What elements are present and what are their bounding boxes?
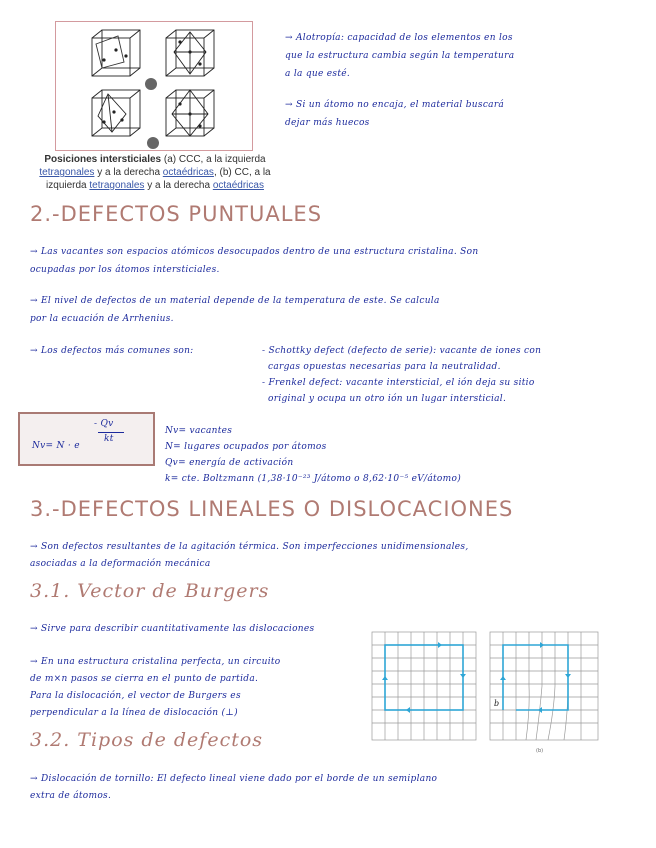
note-alotropia-line: → Alotropía: capacidad de los elementos en los bbox=[285, 33, 513, 43]
note-alotropia-line: que la estructura cambia según la temperatura bbox=[285, 51, 515, 61]
link-octaedricas[interactable]: octaédricas bbox=[162, 167, 214, 178]
formula-lhs: Nv= N · e bbox=[32, 441, 80, 451]
link-tetragonales[interactable]: tetragonales bbox=[39, 167, 95, 178]
paragraph-line: Para la dislocación, el vector de Burgers es bbox=[30, 691, 241, 701]
paragraph-line: → Son defectos resultantes de la agitación térmica. Son imperfecciones unidimensionales, bbox=[30, 542, 469, 552]
paragraph-line: cargas opuestas necesarias para la neutralidad. bbox=[268, 362, 501, 372]
paragraph-line: → Las vacantes son espacios atómicos desocupados dentro de una estructura cristalina. Son bbox=[30, 247, 479, 257]
caption-text: y a la derecha bbox=[94, 167, 163, 178]
formula-legend-line: k= cte. Boltzmann (1,38·10⁻²³ J/átomo o 8,62·10⁻⁵ eV/átomo) bbox=[165, 474, 462, 484]
link-octaedricas[interactable]: octaédricas bbox=[212, 180, 264, 191]
subsection-3-2-heading: 3.2. Tipos de defectos bbox=[30, 729, 264, 751]
interstitial-figure bbox=[55, 21, 253, 151]
paragraph-line: original y ocupa un otro ión un lugar intersticial. bbox=[268, 394, 507, 404]
paragraph-line: ocupadas por los átomos intersticiales. bbox=[30, 265, 220, 275]
paragraph-line: por la ecuación de Arrhenius. bbox=[30, 314, 174, 324]
paragraph-line: → En una estructura cristalina perfecta, un circuito bbox=[30, 657, 281, 667]
paragraph-line: de m×n pasos se cierra en el punto de partida. bbox=[30, 674, 259, 684]
formula-exponent-numerator: - Qv bbox=[94, 419, 114, 429]
caption-bold: Posiciones intersticiales bbox=[44, 154, 162, 165]
paragraph-line: extra de átomos. bbox=[30, 791, 112, 801]
note-alotropia-line: a la que esté. bbox=[285, 69, 351, 79]
formula-fraction-bar bbox=[98, 432, 124, 433]
paragraph-line: - Schottky defect (defecto de serie): vacante de iones con bbox=[262, 346, 542, 356]
figure-caption bbox=[30, 153, 280, 192]
paragraph-line: → Los defectos más comunes son: bbox=[30, 346, 194, 356]
section-2-heading: 2.-DEFECTOS PUNTUALES bbox=[30, 202, 323, 226]
paragraph-line: perpendicular a la línea de dislocación (⊥) bbox=[30, 708, 238, 718]
formula-exponent-denominator: kt bbox=[104, 434, 114, 444]
paragraph-line: → El nivel de defectos de un material depende de la temperatura de este. Se calcula bbox=[30, 296, 440, 306]
burgers-figure-caption: (b) bbox=[536, 748, 544, 754]
burgers-lattice-drawing bbox=[370, 630, 602, 756]
burgers-b-label: b bbox=[494, 699, 500, 708]
section-3-heading: 3.-DEFECTOS LINEALES O DISLOCACIONES bbox=[30, 497, 514, 521]
paragraph-line: → Dislocación de tornillo: El defecto lineal viene dado por el borde de un semiplano bbox=[30, 774, 438, 784]
crystal-cells-drawing bbox=[56, 22, 252, 150]
formula-legend-line: Nv= vacantes bbox=[165, 426, 233, 436]
paragraph-line: → Sirve para describir cuantitativamente las dislocaciones bbox=[30, 624, 315, 634]
link-tetragonales[interactable]: tetragonales bbox=[89, 180, 145, 191]
arrhenius-formula-box bbox=[18, 412, 155, 466]
formula-legend-line: N= lugares ocupados por átomos bbox=[165, 442, 327, 452]
caption-text: (a) CCC, a la izquierda bbox=[161, 154, 266, 165]
formula-legend-line: Qv= energía de activación bbox=[165, 458, 294, 468]
paragraph-line: - Frenkel defect: vacante intersticial, el ión deja su sitio bbox=[262, 378, 535, 388]
subsection-3-1-heading: 3.1. Vector de Burgers bbox=[30, 580, 270, 602]
note-atomo-line: dejar más huecos bbox=[285, 118, 370, 128]
caption-text: izquierda bbox=[46, 180, 90, 191]
burgers-vector-figure bbox=[370, 630, 602, 756]
caption-text: y a la derecha bbox=[144, 180, 213, 191]
note-atomo-line: → Si un átomo no encaja, el material buscará bbox=[285, 100, 505, 110]
caption-text: , (b) CC, a la bbox=[213, 167, 271, 178]
paragraph-line: asociadas a la deformación mecánica bbox=[30, 559, 211, 569]
